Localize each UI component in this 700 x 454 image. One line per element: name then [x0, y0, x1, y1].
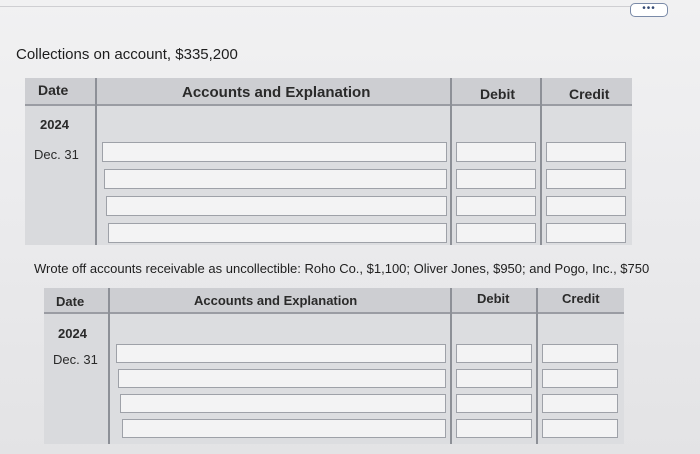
table1-account-input-2[interactable]	[104, 169, 447, 189]
table1-credit-input-2[interactable]	[546, 169, 626, 189]
table1-date: Dec. 31	[34, 147, 79, 162]
table1-credit-input-3[interactable]	[546, 196, 626, 216]
table2-debit-input-4[interactable]	[456, 419, 532, 438]
table1-header-debit: Debit	[480, 86, 515, 102]
table1-account-input-3[interactable]	[106, 196, 447, 216]
table2-divider	[108, 288, 110, 444]
table2-account-input-3[interactable]	[120, 394, 446, 413]
table1-debit-input-3[interactable]	[456, 196, 536, 216]
table2-debit-input-2[interactable]	[456, 369, 532, 388]
table2-header-debit: Debit	[477, 291, 510, 306]
table2-debit-input-1[interactable]	[456, 344, 532, 363]
table1-account-input-1[interactable]	[102, 142, 447, 162]
table2-divider	[450, 288, 452, 444]
table1-title: Collections on account, $335,200	[16, 46, 238, 63]
table1-divider	[95, 78, 97, 245]
table1-debit-input-4[interactable]	[456, 223, 536, 243]
table1-divider	[450, 78, 452, 245]
table2-year: 2024	[58, 326, 87, 341]
table1-divider	[540, 78, 542, 245]
table2-header-accounts: Accounts and Explanation	[194, 293, 358, 308]
table2-date: Dec. 31	[53, 352, 98, 367]
table1-account-input-4[interactable]	[108, 223, 447, 243]
table1-credit-input-4[interactable]	[546, 223, 626, 243]
table2-divider	[536, 288, 538, 444]
table2-credit-input-4[interactable]	[542, 419, 618, 438]
table1-header-date: Date	[38, 82, 69, 98]
table2-credit-input-1[interactable]	[542, 344, 618, 363]
table2-debit-input-3[interactable]	[456, 394, 532, 413]
table1-header-credit: Credit	[569, 86, 610, 102]
top-divider	[0, 6, 640, 7]
table2-header-date: Date	[56, 294, 85, 309]
table2-credit-input-2[interactable]	[542, 369, 618, 388]
table2-account-input-4[interactable]	[122, 419, 446, 438]
table1-debit-input-1[interactable]	[456, 142, 536, 162]
table2-account-input-1[interactable]	[116, 344, 446, 363]
table1-year: 2024	[40, 117, 69, 132]
table2-account-input-2[interactable]	[118, 369, 446, 388]
table2-credit-input-3[interactable]	[542, 394, 618, 413]
table2-header-credit: Credit	[562, 291, 600, 306]
table1-header-accounts: Accounts and Explanation	[182, 84, 371, 101]
table1-credit-input-1[interactable]	[546, 142, 626, 162]
table2-title: Wrote off accounts receivable as uncollectible: Roho Co., $1,100; Oliver Jones, $950; and Pogo, Inc., $750	[34, 261, 650, 276]
table1-debit-input-2[interactable]	[456, 169, 536, 189]
more-options-button[interactable]: •••	[630, 3, 668, 17]
